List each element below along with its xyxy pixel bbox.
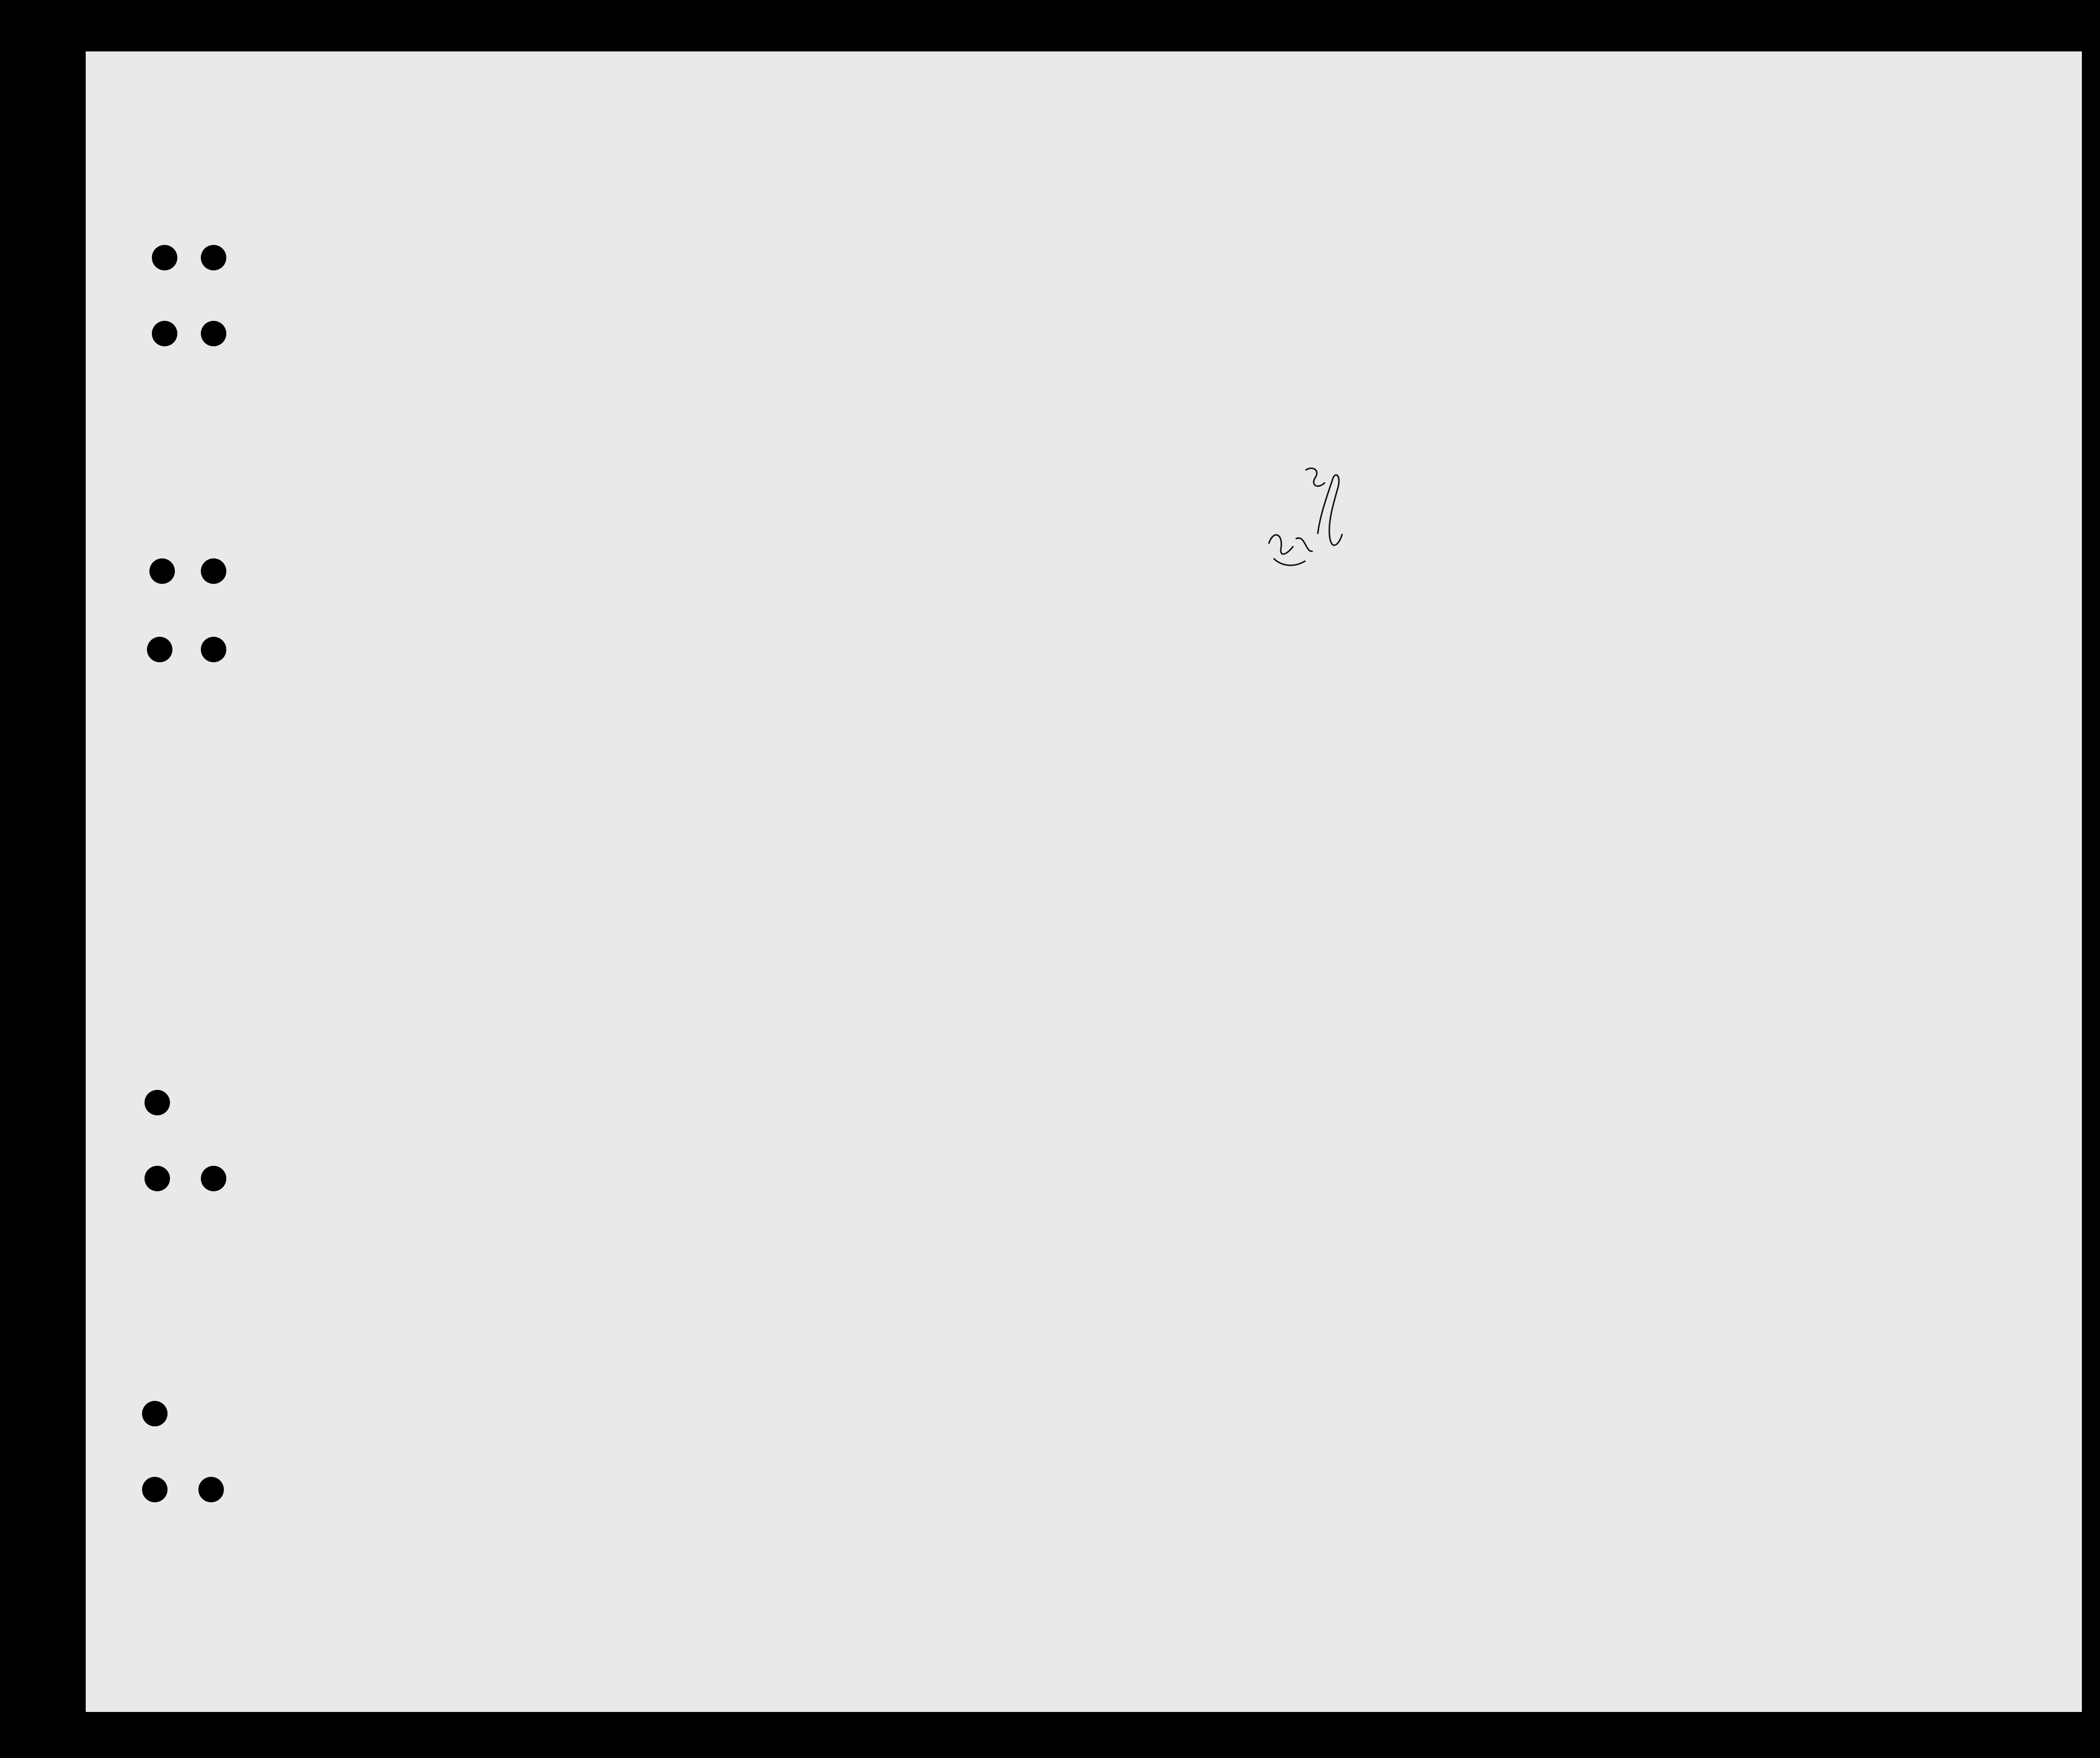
header-anarchist	[1440, 323, 1451, 426]
header-inches	[1745, 397, 1756, 431]
header-purpose-citizen	[1331, 343, 1358, 426]
header-purpose-length	[1296, 343, 1323, 426]
header-fifty-dollars	[816, 318, 834, 426]
header-overthrow	[1462, 321, 1511, 426]
header-feet	[1718, 402, 1729, 431]
header-labor-offer	[1516, 321, 1555, 426]
header-polygamist	[1419, 323, 1430, 426]
header-arrested	[1558, 323, 1577, 426]
header-purpose-return	[1260, 343, 1289, 426]
handwritten-annotation	[1259, 460, 1367, 573]
header-prison	[1369, 323, 1403, 426]
header-ticket	[696, 318, 715, 426]
header-excluded	[1580, 323, 1599, 426]
